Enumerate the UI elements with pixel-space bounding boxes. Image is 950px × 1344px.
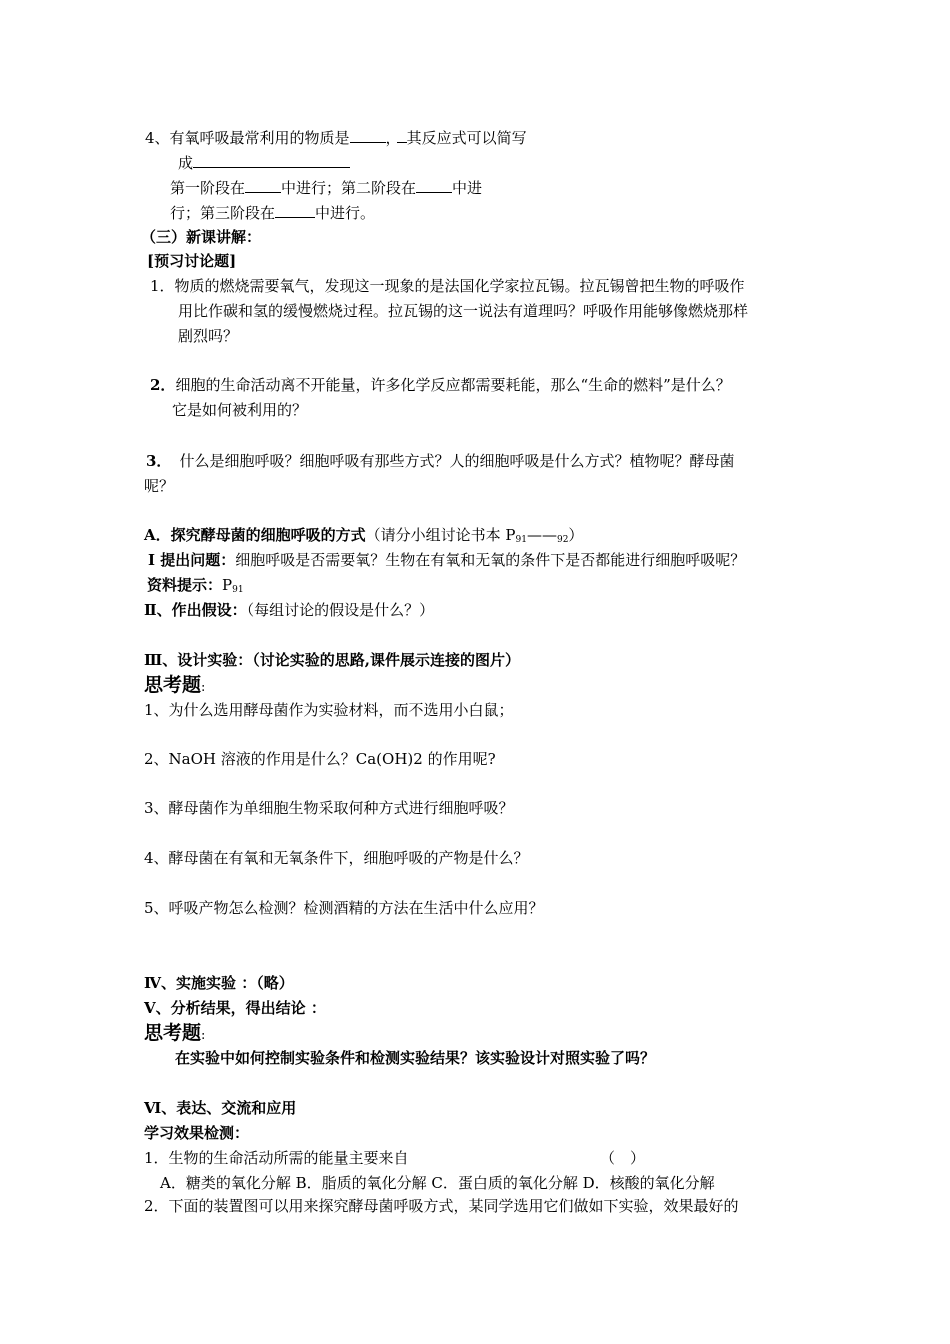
step-5: Ⅴ、分析结果，得出结论 ： <box>144 999 326 1017</box>
think-question-3: 3、酵母菌作为单细胞生物采取何种方式进行细胞呼吸？ <box>144 799 514 817</box>
think-2-label: 思考题 <box>144 1022 202 1044</box>
think-question-2: 2、NaOH 溶液的作用是什么？Ca(OH)2 的作用呢? <box>144 750 496 768</box>
q4-line4-start: 行；第三阶段在 <box>170 204 276 222</box>
q4-line1 <box>145 127 527 148</box>
step-2-label: Ⅱ、作出假设： <box>144 601 247 619</box>
test-question-1-answer-bracket: （ ） <box>600 1149 646 1167</box>
q4-blank-substance <box>350 127 386 143</box>
think-1-colon: : <box>201 680 206 695</box>
step-2-text: （每组讨论的假设是什么？） <box>246 601 435 619</box>
q4-text-2: 其反应式可以简写 <box>406 129 527 147</box>
q4-line2 <box>178 152 350 173</box>
part-a-label: A．探究酵母菌的细胞呼吸的方式 <box>144 526 366 544</box>
step-6: Ⅵ、表达、交流和应用 <box>144 1099 297 1117</box>
hint-label: 资料提示： <box>147 576 223 594</box>
test-question-1: 1．生物的生命活动所需的能量主要来自 <box>144 1149 409 1167</box>
q4-stage3-end: 中进行。 <box>315 204 376 222</box>
think-2-colon: : <box>201 1028 206 1043</box>
think-1-title <box>144 673 205 700</box>
step-2 <box>144 600 434 620</box>
step-1-label: Ⅰ 提出问题： <box>148 551 236 569</box>
q4-comma: ， <box>385 129 401 147</box>
test-question-1-options: A．糖类的氧化分解 B．脂质的氧化分解 C．蛋白质的氧化分解 D．核酸的氧化分解 <box>160 1174 715 1192</box>
think-2-title <box>144 1021 205 1048</box>
think-question-1: 1、为什么选用酵母菌作为实验材料，而不选用小白鼠； <box>144 701 514 719</box>
discussion-3-line2: 呢？ <box>144 477 175 495</box>
discussion-1-line2: 用比作碳和氢的缓慢燃烧过程。拉瓦锡的这一说法有道理吗？呼吸作用能够像燃烧那样 <box>178 302 749 320</box>
preview-title: [预习讨论题] <box>147 252 237 270</box>
think-question-5: 5、呼吸产物怎么检测？检测酒精的方法在生活中什么应用？ <box>144 899 544 917</box>
part-a-close: ） <box>568 526 584 544</box>
q4-prefix: 成 <box>178 154 194 172</box>
discussion-3-text: 什么是细胞呼吸？细胞呼吸有那些方式？人的细胞呼吸是什么方式？植物呢？酵母菌 <box>179 452 735 470</box>
discussion-1-line1 <box>150 276 745 296</box>
test-question-2: 2．下面的装置图可以用来探究酵母菌呼吸方式，某同学选用它们做如下实验，效果最好的 <box>144 1197 739 1215</box>
discussion-2-text: 细胞的生命活动离不开能量，许多化学反应都需要耗能，那么“生命的燃料”是什么？ <box>175 376 731 394</box>
part-a-page-start: 91 <box>515 535 527 545</box>
discussion-3-line1 <box>146 451 734 471</box>
hint-page: 91 <box>232 585 244 595</box>
q4-blank-equation <box>193 152 350 168</box>
think-1-label: 思考题 <box>144 674 202 696</box>
discussion-2-number: 2． <box>150 376 176 394</box>
q4-text: 4、有氧呼吸最常利用的物质是 <box>145 129 350 147</box>
part-a-page-end: 92 <box>556 535 569 545</box>
q4-stage1-end: 中进行；第二阶段在 <box>281 179 417 197</box>
discussion-2-line1 <box>150 375 731 395</box>
step-1-text: 细胞呼吸是否需要氧？生物在有氧和无氧的条件下是否都能进行细胞呼吸呢？ <box>235 551 746 569</box>
discussion-2-line2: 它是如何被利用的？ <box>172 401 308 419</box>
q4-blank-stage2 <box>416 177 452 193</box>
q4-blank-stage3 <box>275 202 315 218</box>
section-title: （三）新课讲解： <box>141 228 262 246</box>
discussion-1-number: 1． <box>150 277 175 295</box>
hint <box>147 575 244 600</box>
q4-stage1: 第一阶段在 <box>170 179 246 197</box>
effect-title: 学习效果检测： <box>144 1124 250 1142</box>
hint-text: P <box>222 576 233 594</box>
discussion-1-text: 物质的燃烧需要氧气，发现这一现象的是法国化学家拉瓦锡。拉瓦锡曾把生物的呼吸作 <box>174 277 745 295</box>
discussion-3-number: 3． <box>146 452 172 470</box>
think-2-question: 在实验中如何控制实验条件和检测实验结果？该实验设计对照实验了吗？ <box>175 1049 656 1067</box>
q4-line3 <box>170 177 482 198</box>
think-question-4: 4、酵母菌在有氧和无氧条件下，细胞呼吸的产物是什么？ <box>144 849 529 867</box>
q4-stage2-end: 中进 <box>452 179 483 197</box>
q4-blank-stage1 <box>245 177 281 193</box>
q4-line4 <box>170 202 375 223</box>
part-a-note: （请分小组讨论书本 P <box>365 526 516 544</box>
step-3: Ⅲ、设计实验：（讨论实验的思路,课件展示连接的图片） <box>144 651 520 669</box>
part-a-heading <box>144 525 583 550</box>
part-a-dash: —— <box>526 526 557 544</box>
step-4: Ⅳ、实施实验 ：（略） <box>144 974 294 992</box>
q4-blank-underline <box>397 127 407 143</box>
discussion-1-line3: 剧烈吗？ <box>178 327 239 345</box>
step-1 <box>148 550 745 570</box>
